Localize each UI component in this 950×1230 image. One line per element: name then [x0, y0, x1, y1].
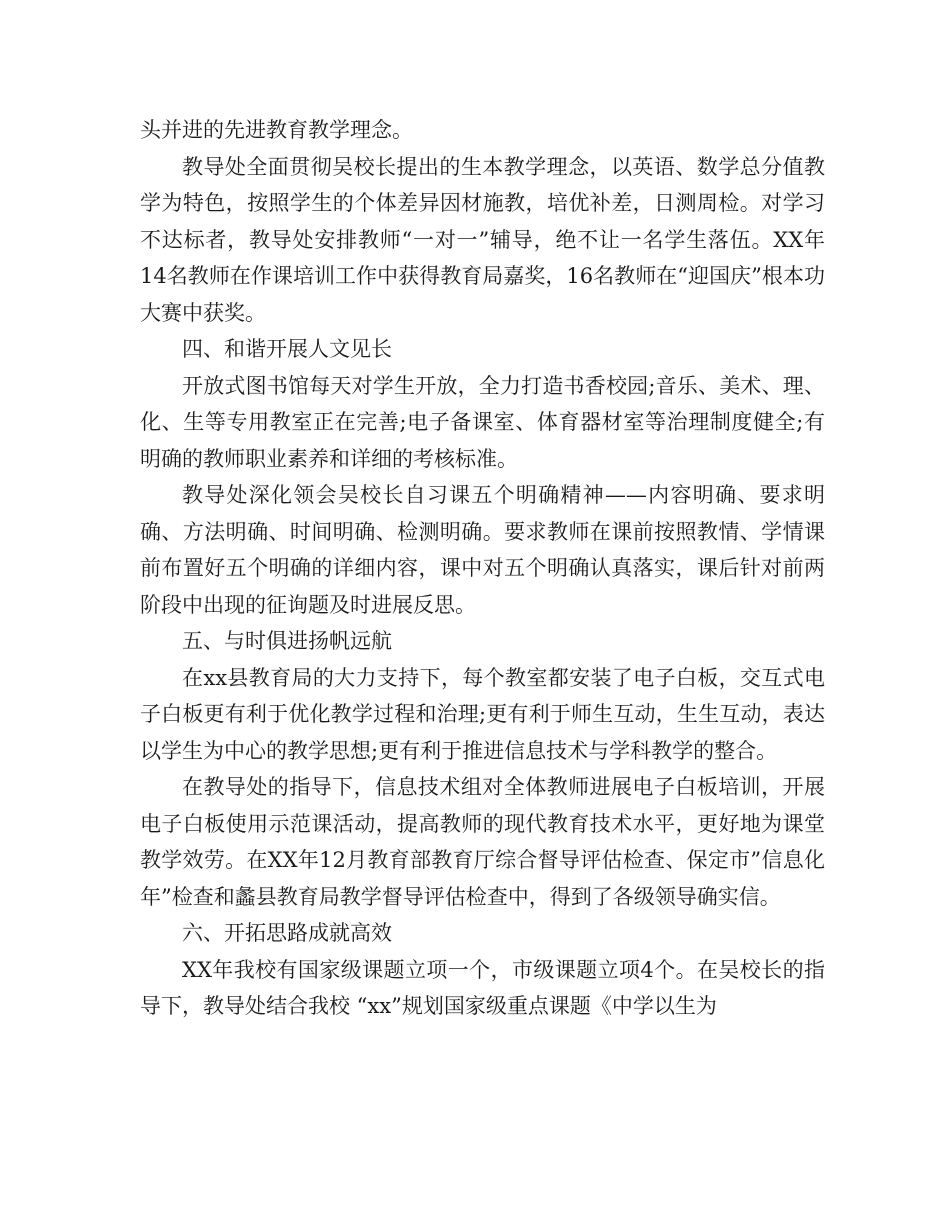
paragraph-5: 在xx县教育局的大力支持下，每个教室都安装了电子白板，交互式电子白板更有利于优化教学过程和治理;更有利于师生互动，生生互动，表达以学生为中心的教学思想;更有利于推进信息技术与学科教学的整合。 — [140, 665, 825, 763]
section-heading-6: 六、开拓思路成就高效 — [182, 921, 392, 945]
section-heading-5: 五、与时俱进扬帆远航 — [182, 629, 392, 653]
paragraph-2: 教导处全面贯彻吴校长提出的生本教学理念，以英语、数学总分值教学为特色，按照学生的个体差异因材施教，培优补差，日测周检。对学习不达标者，教导处安排教师“一对一”辅导，绝不让一名学生落伍。XX年14名教师在作课培训工作中获得教育局嘉奖，16名教师在“迎国庆”根本功大赛中获奖。 — [140, 154, 825, 325]
paragraph-6: 在教导处的指导下，信息技术组对全体教师进展电子白板培训，开展电子白板使用示范课活动，提高教师的现代教育技术水平，更好地为课堂教学效劳。在XX年12月教育部教育厅综合督导评估检查、保定市”信息化年”检查和蠡县教育局教学督导评估检查中，得到了各级领导确实信。 — [140, 775, 825, 909]
paragraph-3: 开放式图书馆每天对学生开放，全力打造书香校园;音乐、美术、理、化、生等专用教室正在完善;电子备课室、体育器材室等治理制度健全;有明确的教师职业素养和详细的考核标准。 — [140, 373, 825, 471]
section-heading-4: 四、和谐开展人文见长 — [182, 337, 392, 361]
paragraph-7: XX年我校有国家级课题立项一个，市级课题立项4个。在吴校长的指导下，教导处结合我校 “xx”规划国家级重点课题《中学以生为 — [140, 957, 825, 1018]
paragraph-4: 教导处深化领会吴校长自习课五个明确精神——内容明确、要求明确、方法明确、时间明确、检测明确。要求教师在课前按照教情、学情课前布置好五个明确的详细内容，课中对五个明确认真落实，课后针对前两阶段中出现的征询题及时进展反思。 — [140, 483, 825, 617]
paragraph-1: 头并进的先进教育教学理念。 — [140, 118, 413, 142]
document-body — [140, 112, 825, 1025]
